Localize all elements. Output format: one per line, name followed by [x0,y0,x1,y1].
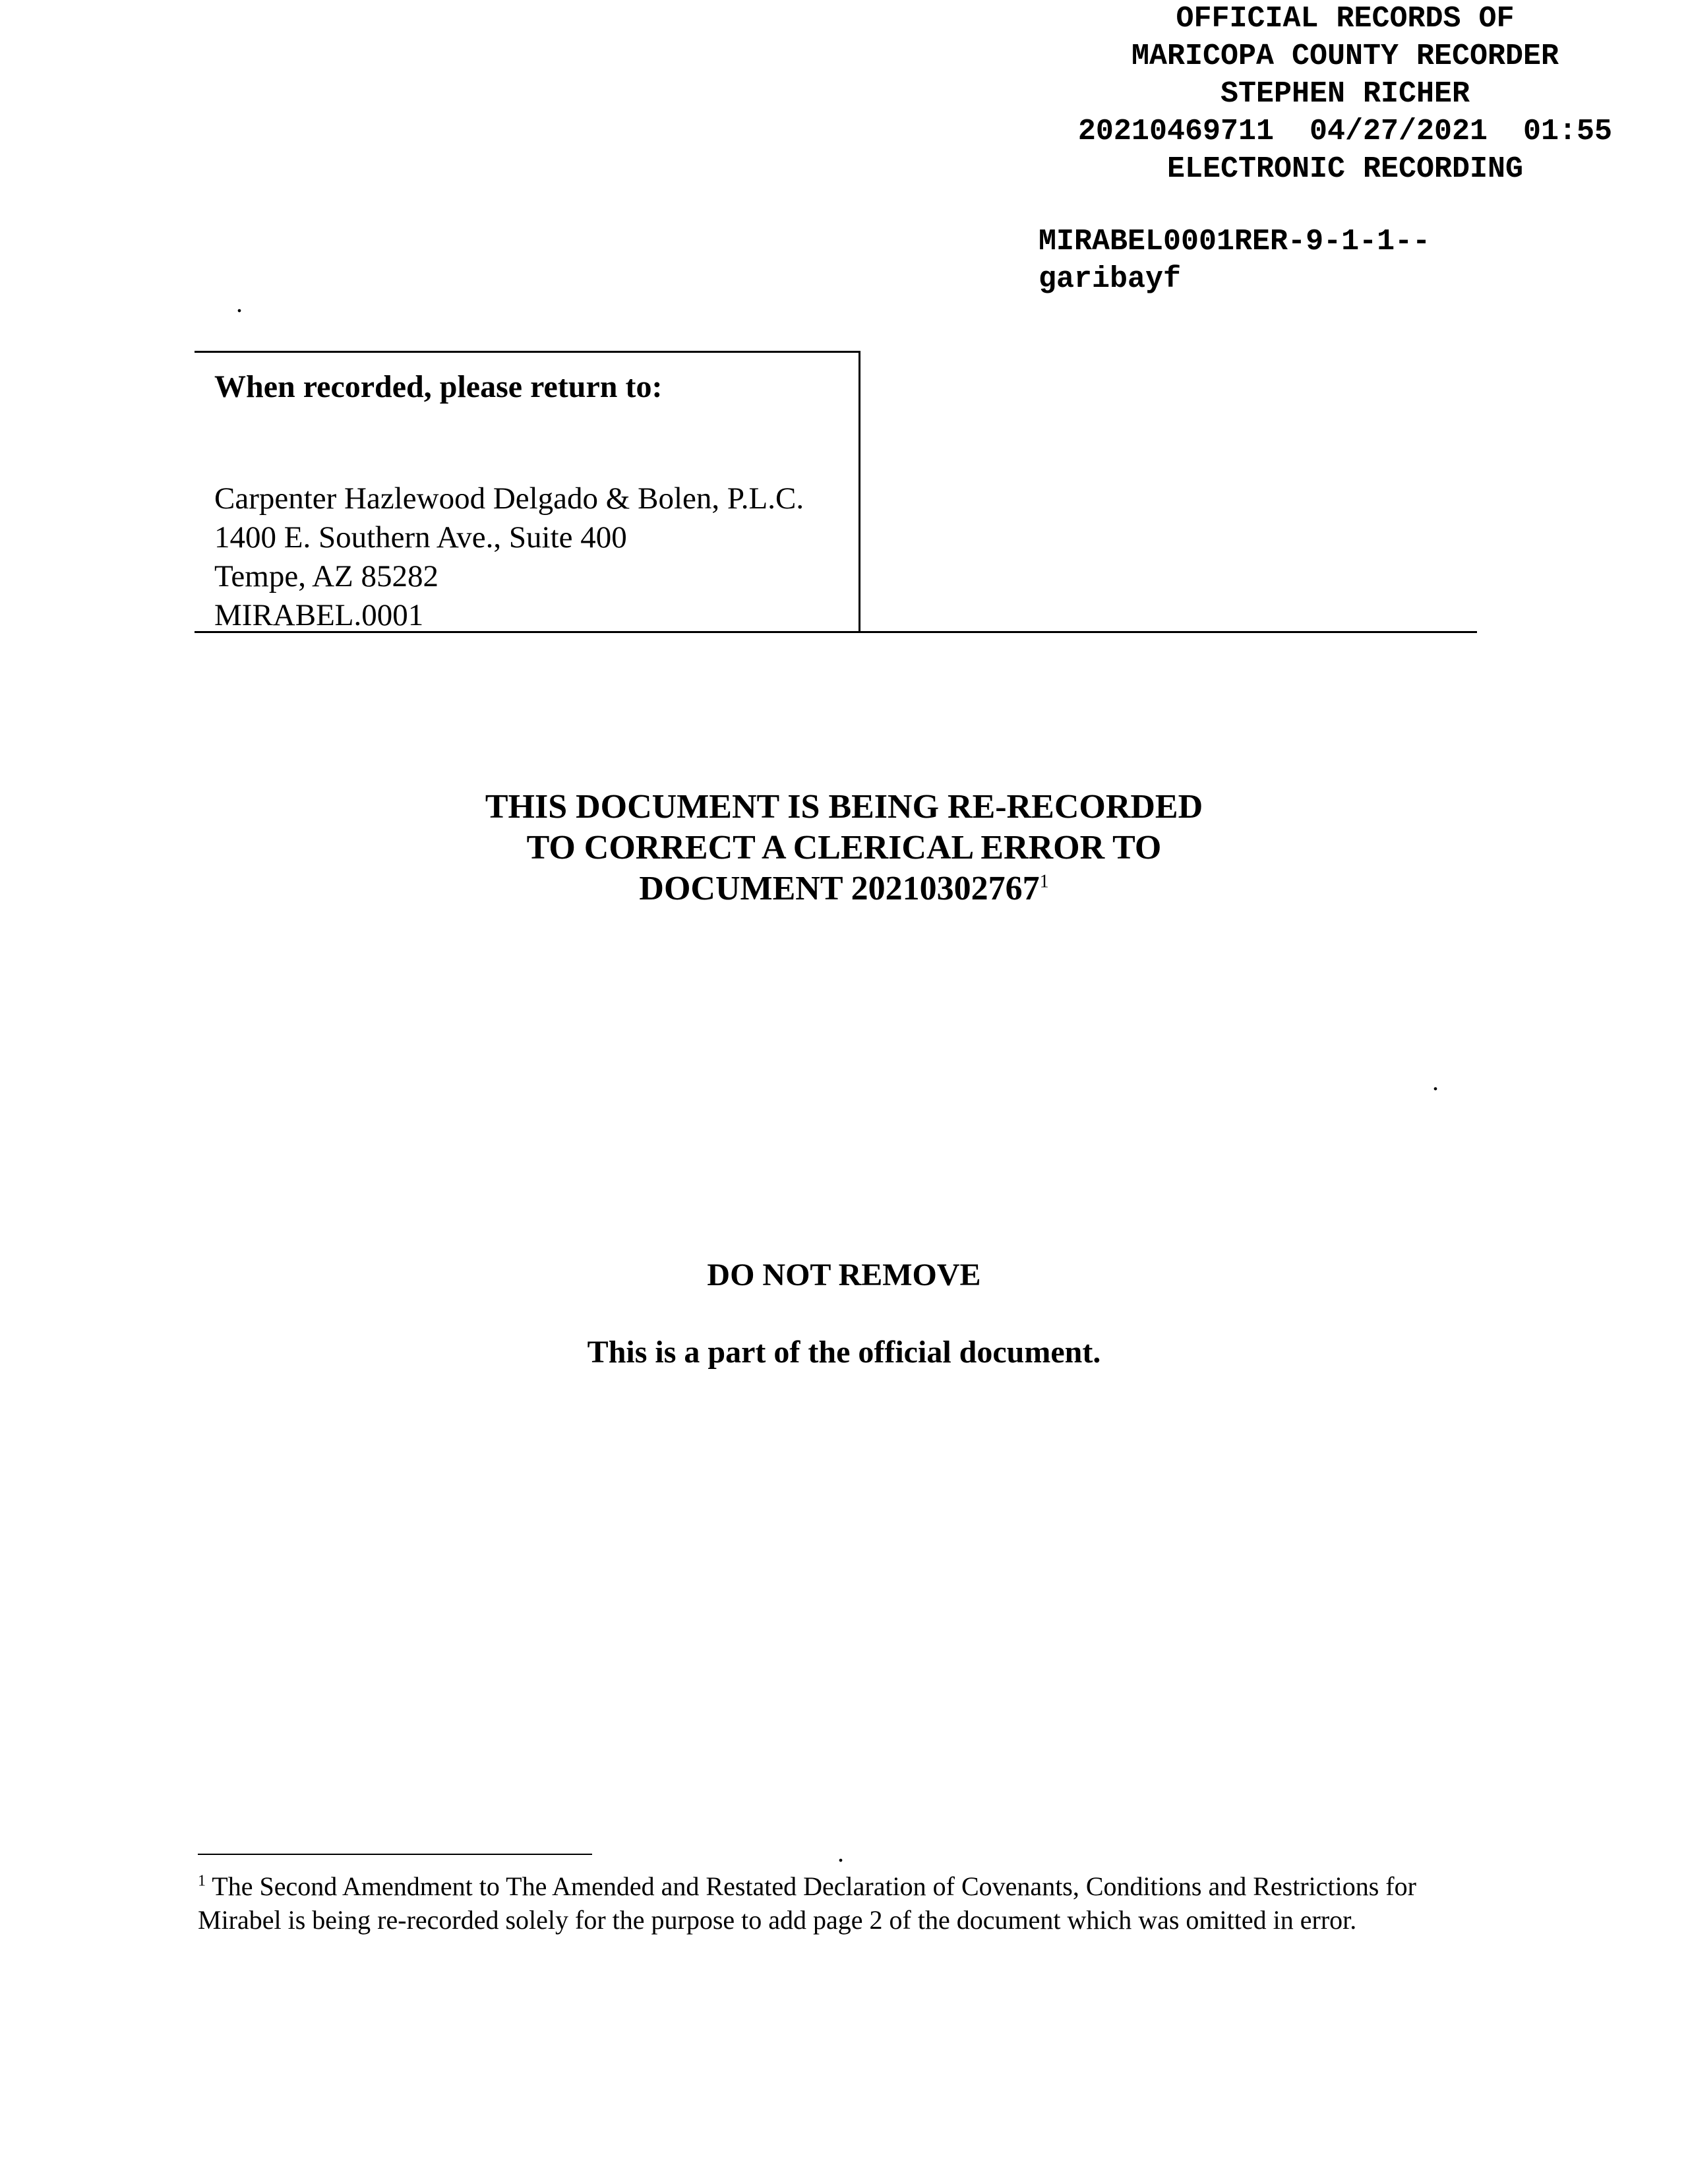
return-address-firm: Carpenter Hazlewood Delgado & Bolen, P.L.C. [214,481,804,516]
footnote [198,1869,1484,1937]
return-address [214,479,804,635]
scan-dot: . [1432,1066,1439,1096]
do-not-remove-heading: DO NOT REMOVE [707,1258,981,1292]
recording-reference [1039,223,1430,298]
recording-reference-code: MIRABEL0001RER-9-1-1-- [1039,225,1431,258]
footnote-reference: 1 [1039,871,1049,892]
notice-line-2: TO CORRECT A CLERICAL ERROR TO [526,829,1162,866]
stamp-line-county-recorder: MARICOPA COUNTY RECORDER [1131,40,1559,73]
scan-dot: . [236,288,243,318]
official-document-statement: This is a part of the official document. [587,1335,1101,1370]
recording-reference-user: garibayf [1039,262,1182,296]
stamp-line-official-records: OFFICIAL RECORDS OF [1176,2,1515,36]
notice-line-1: THIS DOCUMENT IS BEING RE-RECORDED [485,788,1203,826]
stamp-line-electronic-recording: ELECTRONIC RECORDING [1166,152,1524,186]
footnote-text: The Second Amendment to The Amended and Restated Declaration of Covenants, Conditions and Restrictions for Mirabel is being re-recorded solely for the purpose to add page 2 of the document which was omitted in error. [198,1871,1416,1935]
return-address-street: 1400 E. Southern Ave., Suite 400 [214,520,627,555]
return-heading: When recorded, please return to: [214,369,663,404]
stamp-line-record-number-datetime: 20210469711 04/27/2021 01:55 [1077,115,1613,148]
notice-document-number: DOCUMENT 20210302767 [639,870,1040,907]
recorder-stamp [1015,0,1675,188]
stamp-line-recorder-name: STEPHEN RICHER [1220,77,1470,111]
scan-dot: . [837,1838,844,1867]
footnote-separator [198,1854,592,1855]
return-address-city: Tempe, AZ 85282 [214,559,439,593]
re-recording-notice [0,787,1688,909]
notice-line-3 [0,868,1688,909]
footnote-marker: 1 [198,1872,206,1890]
return-address-file-ref: MIRABEL.0001 [214,598,424,632]
